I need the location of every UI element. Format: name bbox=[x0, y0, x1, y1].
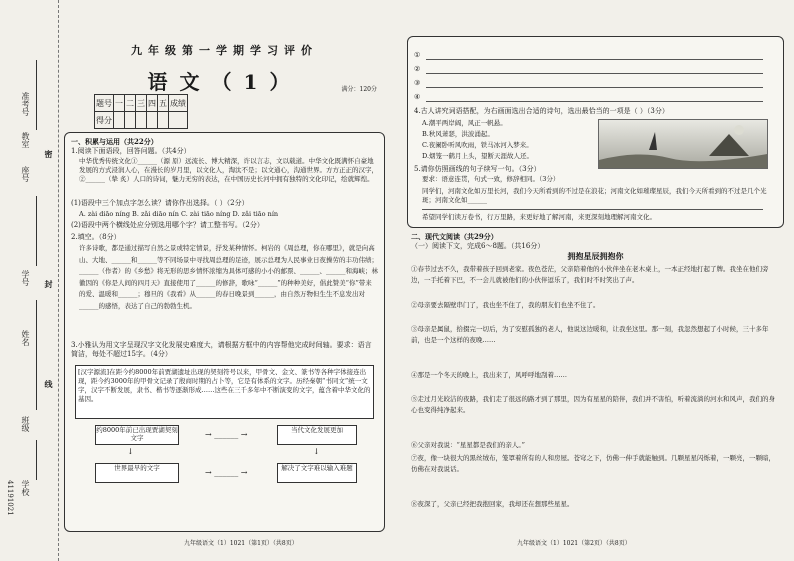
timeline-node: 世界最早的文字 bbox=[95, 463, 179, 483]
option-c[interactable]: C.夜阑卧听风吹雨，铁马冰河入梦来。 bbox=[422, 141, 533, 149]
score-cell[interactable] bbox=[125, 112, 136, 129]
seal-mark-2: 封 bbox=[44, 280, 54, 288]
score-cell[interactable] bbox=[136, 112, 147, 129]
question-2: 2.填空。（8分） bbox=[71, 233, 121, 241]
arrow-right-icon: → ______ → bbox=[205, 468, 248, 477]
score-header-cell: 一 bbox=[114, 95, 125, 112]
article-paragraph: ③母亲是属鼠，拾掇完一切后，为了安慰孤独的老人，他说这边暖和，让我坐这里。那一刻，我忽然想起了小时候，三十多年前，也是一个这样的夜晚…… bbox=[411, 325, 769, 344]
exam-no-label: 准考号 bbox=[21, 92, 30, 116]
arrow-down-icon: ↓ bbox=[313, 447, 320, 456]
student-no-label: 学号 bbox=[21, 270, 30, 286]
question-4: 4.古人讲究词语搭配，为右画面选出合适的诗句，选出最恰当的一项是（ ）（3分） bbox=[414, 107, 669, 115]
article-paragraph: ⑥父亲对我说：“星星都是我们的亲人。” bbox=[411, 441, 525, 449]
arrow-down-icon: ↓ bbox=[127, 447, 134, 456]
score-row-label: 得分 bbox=[95, 112, 114, 129]
question-1-options[interactable]: A. zài diāo níng B. zǎi diāo nín C. zài tiāo níng D. zǎi tiāo nín bbox=[79, 210, 279, 218]
score-header-cell: 题号 bbox=[95, 95, 114, 112]
article-paragraph: ①春节过去不久，我带着孩子回到老家。夜色苍茫，父亲陪着他的小伙伴坐在老木桌上，一本正经地打起了牌。我坐在他们旁边，一手托着下巴，不一会儿就被他们的小伙伴逗乐了，我们时不时笑出了声。 bbox=[411, 265, 769, 284]
binding-line bbox=[36, 300, 37, 410]
left-content bbox=[64, 0, 385, 561]
right-page bbox=[397, 0, 794, 561]
score-cell[interactable] bbox=[158, 112, 169, 129]
answer-line-3-label: ③ bbox=[414, 79, 421, 87]
page-footer: 九年级语文（1）1021（第1页）（共8页） bbox=[184, 540, 298, 547]
answer-line[interactable] bbox=[426, 101, 763, 102]
answer-line[interactable] bbox=[426, 59, 763, 60]
seat-label: 座号 bbox=[21, 166, 30, 182]
answer-line-2-label: ② bbox=[414, 65, 421, 73]
seal-mark-3: 线 bbox=[44, 380, 54, 388]
school-label: 学校 bbox=[21, 480, 30, 496]
landscape-illustration bbox=[598, 119, 768, 169]
question-5: 5.请你仿照画线的句子续写一句。（3分） bbox=[414, 165, 541, 173]
subsection-heading: （一）阅读下文，完成6～8题。（共16分） bbox=[411, 242, 545, 250]
article-paragraph: ⑤走过月光皎洁的夜路，我们走了很远的路才到了那里，因为有星星的陪伴，我们并不害怕，听着流淌的河水和风声，我们的身心也变得纯净起来。 bbox=[411, 395, 775, 414]
option-b[interactable]: B.秋风萧瑟，洪波涌起。 bbox=[422, 130, 494, 138]
score-cell[interactable] bbox=[147, 112, 158, 129]
score-header-cell: 四 bbox=[147, 95, 158, 112]
source-box: [汉字源流]在距今约8000年前贾湖遗址出现的契刻符号以来，甲骨文、金文、篆书等各种字体接连出现，距今约3000年的甲骨文记录了殷商时期的占卜等，它是有体系的文字。历经秦朝“书同文”统一文字，汉字不断发展，隶书、楷书等逐渐形成……这些在三千多年中不断演变的文字，蕴含着中华文化的基因。 bbox=[75, 365, 374, 419]
article-title: 拥抱星辰拥抱你 bbox=[567, 251, 624, 261]
score-cell[interactable] bbox=[114, 112, 125, 129]
score-table bbox=[94, 94, 188, 129]
exam-title: 九年级第一学期学习评价 bbox=[131, 44, 318, 57]
passage-2: 许多诗歌，都是通过描写自然之景或特定情景，抒发某种情怀。柯岩的《周总理，你在哪里》，就是向高山、大地、______和______等不同场景中寻找周总理的足迹，展示总理为人民事业日夜操劳的丰功伟绩；______（作者）的《乡愁》将无形的思乡情怀浓缩为具体可感的小小的邮票、______、______和海峡；林徽因的《你是人间的四月天》直接使用了______的修辞，歌咏“______”的种种美好，倡此赞美“你”带来的爱、温暖和______；穆旦的《我看》从______的春日晚景到______，由自然万物但生生不息发出对______的感悟，表达了自己的勃勃生机。 bbox=[79, 244, 378, 310]
question-5-passage: 同学们，河南文化如万里长河，我们今天所看到的不过是在浪花；河南文化如璀璨星辰，我们今天所看到的不过是几个光斑；河南文化如______ bbox=[422, 187, 767, 204]
article-paragraph: ⑧夜深了，父亲已经把我抱回家，我却还在想那些星星。 bbox=[411, 500, 574, 508]
question-1a: (1)语段中三个加点字怎么读？请你作出选择。（ ）（2分） bbox=[71, 199, 249, 207]
answer-line[interactable] bbox=[426, 73, 763, 74]
question-5-requirements: 要求：语意连贯，句式一致，修辞相同。（3分） bbox=[422, 175, 560, 183]
question-3: 3.小雅认为用文字呈现汉字文化发展史难度大，请根据方框中的内容帮他完成时间轴。要求：语言简洁，每处不超过15字。（4分） bbox=[71, 341, 372, 358]
subject-title: 语文（1） bbox=[147, 70, 302, 94]
timeline-node: 约8000年前已出现贾湖契刻文字 bbox=[95, 425, 179, 445]
binding-line bbox=[36, 196, 37, 266]
page-footer: 九年级语文（1）1021（第2页）（共8页） bbox=[517, 540, 631, 547]
section-heading: 二、现代文阅读（共29分） bbox=[411, 232, 498, 241]
answer-line[interactable] bbox=[426, 87, 763, 88]
answer-line[interactable] bbox=[422, 209, 763, 210]
section-one-box bbox=[64, 132, 385, 532]
option-a[interactable]: A.潮平两岸阔，风正一帆悬。 bbox=[422, 119, 507, 127]
binding-line bbox=[36, 60, 37, 130]
score-header-cell: 成绩 bbox=[169, 95, 188, 112]
passage-1: 中华优秀传统文化①______（源 原）远流长、博大精深，许以言志，文以载道。中华文化既满怀自豪地发展的方式浸润人心，在漫长的岁月里，以文化人，淘汰不是；以文通心，沟通世界。方方正正的汉字，②______（挚 炙）人口的诗词，魅力无穷的表达，在中国历史长河中拥有独特的文化印记，绘就辉煌。 bbox=[79, 157, 378, 183]
section-heading: 一、积累与运用（共22分） bbox=[71, 137, 158, 146]
score-header-cell: 三 bbox=[136, 95, 147, 112]
question-1b: (2)语段中两个横线处应分别选用哪个字？请工整书写。（2分） bbox=[71, 221, 264, 229]
article-paragraph: ⑦夜，像一块很大的黑丝绒布，笼罩着所有的人和房屋。苍穹之下，仿佛一伸手就能触到。几颗星星闪烁着，一颗亮，一颗暗，仿佛在对我说话。 bbox=[411, 454, 775, 473]
seal-mark: 密 bbox=[44, 150, 54, 158]
section-continued-box bbox=[407, 36, 784, 228]
class-label: 班级 bbox=[21, 416, 30, 432]
option-d[interactable]: D.烟笼一鹤月上头，望断天涯故人还。 bbox=[422, 152, 534, 160]
full-score: 满分：120分 bbox=[341, 86, 377, 93]
score-header-cell: 二 bbox=[125, 95, 136, 112]
timeline-node: 解决了文字难以输入难题 bbox=[277, 463, 357, 483]
question-1: 1.阅读下面语段，回答问题。（共4分） bbox=[71, 147, 191, 155]
code-label: 41191021 bbox=[6, 480, 14, 516]
score-header-cell: 五 bbox=[158, 95, 169, 112]
classroom-label: 教室 bbox=[21, 132, 30, 148]
arrow-right-icon: → ______ → bbox=[205, 430, 248, 439]
right-content bbox=[407, 0, 784, 561]
binding-strip bbox=[0, 0, 59, 561]
article-paragraph: ④那是一个冬天的晚上，我出来了，风呼呼地刮着…… bbox=[411, 371, 567, 379]
score-cell[interactable] bbox=[169, 112, 188, 129]
answer-line-4-label: ④ bbox=[414, 93, 421, 101]
question-5-ending: 希望同学们读万卷书，行万里路，来更好地了解河南，来更深刻地理解河南文化。 bbox=[422, 213, 656, 221]
name-label: 姓名 bbox=[21, 330, 30, 346]
answer-line-1-label: ① bbox=[414, 51, 421, 59]
timeline-node: 当代文化发展更加 bbox=[277, 425, 357, 445]
binding-line bbox=[36, 440, 37, 480]
article-paragraph: ②母亲要去隔壁串门了，我也坐不住了，我的朋友们也坐不住了。 bbox=[411, 301, 600, 309]
